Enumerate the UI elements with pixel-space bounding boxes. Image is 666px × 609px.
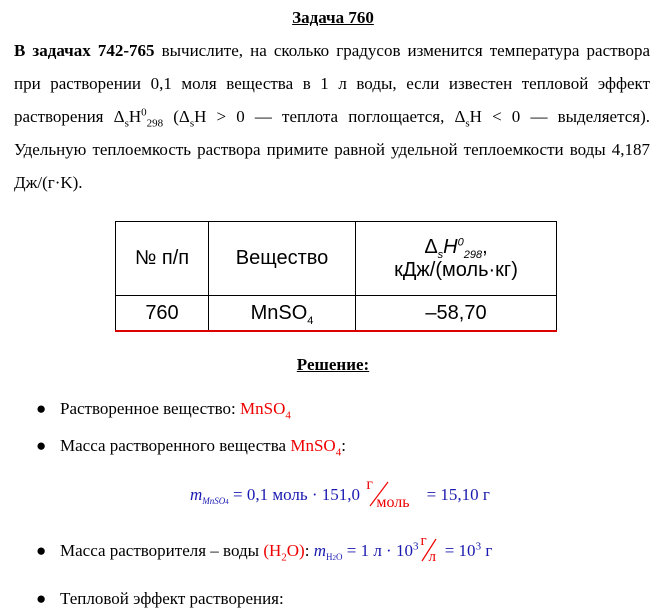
list-item: ● Масса растворенного вещества MnSO$_4$: — [36, 436, 346, 459]
unit-fraction: г л — [418, 541, 440, 563]
bullet-icon: ● — [36, 436, 47, 455]
problem-title: Задача 760 — [292, 8, 374, 27]
formula-mass-solute: $m_{MnSO4} = 0,1$ моль · 151,0 г моль = 15,10 г — [190, 476, 490, 511]
list-item: ● Тепловой эффект растворения: — [36, 589, 284, 608]
cell-number: 760 — [116, 296, 209, 332]
data-table — [115, 221, 557, 332]
problem-lead: В задачах 742-765 — [14, 41, 155, 60]
header-delta-h: $\Delta_sH^0_{298}$, кДж/(моль·кг) — [356, 222, 557, 296]
bullet-icon: ● — [36, 541, 47, 560]
formula-mass-water: $m_{H2O} = 1$ $л \cdot 10^3$ г л = $10^3$ г — [313, 533, 493, 566]
header-units: кДж/(моль·кг) — [394, 258, 518, 281]
list-item: ● Масса растворителя – воды $(H_2O)$: $m_{H2O} = 1$ $л \cdot 10^3$ г л = $10^3$ г — [36, 533, 493, 566]
header-substance: Вещество — [209, 222, 356, 296]
cell-value: –58,70 — [356, 296, 557, 332]
problem-text: В задачах 742-765 вычислите, на сколько градусов изменится температура раствора при растворении 0,1 моля вещества в 1 л воды, если известен тепловой эффект растворения $\Delta_sH^0_{298}$ ($\Delta_sH > 0$ — теплота поглощается, $\Delta_sH < 0$ — выделяется). Удельную теплоемкость раствора примите равной удельной теплоемкости воды 4,187 Дж/(г·K). — [14, 41, 650, 192]
list-item: ● Растворенное вещество: MnSO$_4$ — [36, 399, 291, 422]
bullet-icon: ● — [36, 589, 47, 608]
table-header-row — [116, 222, 557, 296]
cell-substance: MnSO$_4$ — [209, 296, 356, 332]
bullet-icon: ● — [36, 399, 47, 418]
table-row — [116, 296, 557, 332]
solution-title: Решение: — [296, 355, 370, 374]
header-number: № п/п — [116, 222, 209, 296]
unit-fraction: г моль — [366, 476, 410, 511]
